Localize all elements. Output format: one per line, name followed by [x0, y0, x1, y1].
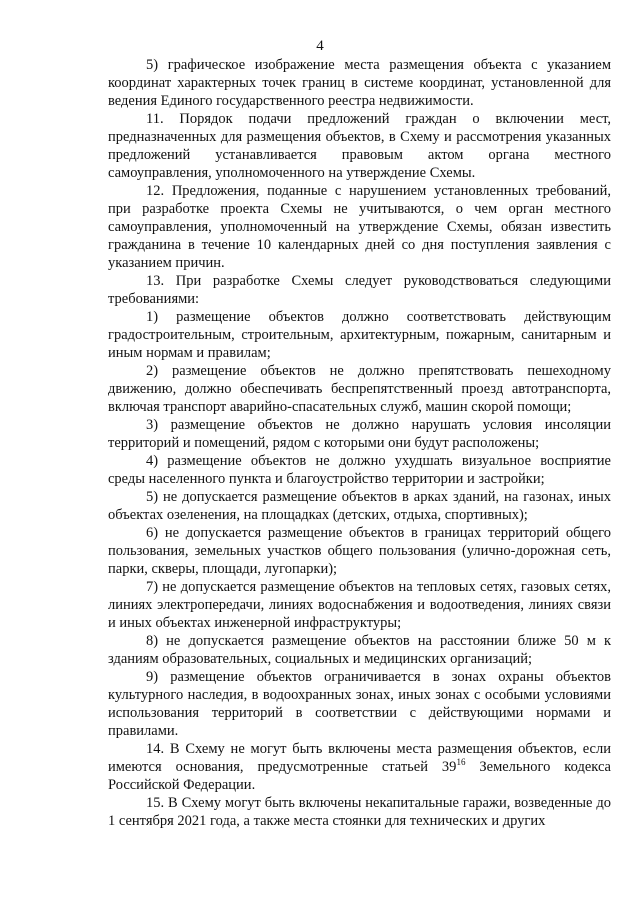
requirement-item-2: 2) размещение объектов не должно препятствовать пешеходному движению, должно обеспечивать беспрепятственный проезд автотранспорта, включая транспорт аварийно-спасательных служб, машин скорой помощи;	[108, 363, 611, 415]
requirement-item-1: 1) размещение объектов должно соответствовать действующим градостроительным, строительным, архитектурным, пожарным, санитарным и иным нормам и правилам;	[108, 309, 611, 361]
paragraph-14	[108, 740, 611, 794]
paragraph-item-5-graphic: 5) графическое изображение места размещения объекта с указанием координат характерных точек границ в системе координат, установленной для ведения Единого государственного реестра недвижимости.	[108, 57, 611, 109]
paragraph-13: 13. При разработке Схемы следует руководствоваться следующими требованиями:	[108, 273, 611, 307]
requirement-item-7: 7) не допускается размещение объектов на тепловых сетях, газовых сетях, линиях электропередачи, линиях водоснабжения и водоотведения, линиях связи и иных объектах инженерной инфраструктуры;	[108, 579, 611, 631]
page-number: 4	[316, 38, 324, 54]
requirement-item-6: 6) не допускается размещение объектов в границах территорий общего пользования, земельных участков общего пользования (улично-дорожная сеть, парки, скверы, площади, лугопарки);	[108, 525, 611, 577]
paragraph-11: 11. Порядок подачи предложений граждан о включении мест, предназначенных для размещения объектов, в Схему и рассмотрения указанных предложений устанавливается правовым актом органа местного самоуправления, уполномоченного на утверждение Схемы.	[108, 111, 611, 181]
paragraph-14-text-before: 14. В Схему не могут быть включены места размещения объектов, если имеются основания, предусмотренные статьей 39	[108, 741, 611, 775]
document-body	[108, 56, 611, 830]
requirement-item-5: 5) не допускается размещение объектов в арках зданий, на газонах, иных объектах озеленения, на площадках (детских, отдыха, спортивных);	[108, 489, 611, 523]
paragraph-12: 12. Предложения, поданные с нарушением установленных требований, при разработке проекта Схемы не учитываются, о чем орган местного самоуправления, уполномоченный на утверждение Схемы, обязан известить гражданина в течение 10 календарных дней со дня поступления заявления с указанием причин.	[108, 183, 611, 271]
paragraph-14-text-after: Земельного кодекса Российской Федерации.	[108, 759, 611, 793]
article-superscript: 16	[456, 757, 466, 768]
paragraph-15: 15. В Схему могут быть включены некапитальные гаражи, возведенные до 1 сентября 2021 года, а также места стоянки для технических и других	[108, 795, 611, 829]
requirement-item-9: 9) размещение объектов ограничивается в зонах охраны объектов культурного наследия, в водоохранных зонах, иных зонах с особыми условиями использования территорий в соответствии с действующими нормами и правилами.	[108, 669, 611, 739]
requirement-item-4: 4) размещение объектов не должно ухудшать визуальное восприятие среды населенного пункта и благоустройство территории и застройки;	[108, 453, 611, 487]
requirement-item-8: 8) не допускается размещение объектов на расстоянии ближе 50 м к зданиям образовательных, социальных и медицинских организаций;	[108, 633, 611, 667]
requirement-item-3: 3) размещение объектов не должно нарушать условия инсоляции территорий и помещений, рядом с которыми они будут расположены;	[108, 417, 611, 451]
